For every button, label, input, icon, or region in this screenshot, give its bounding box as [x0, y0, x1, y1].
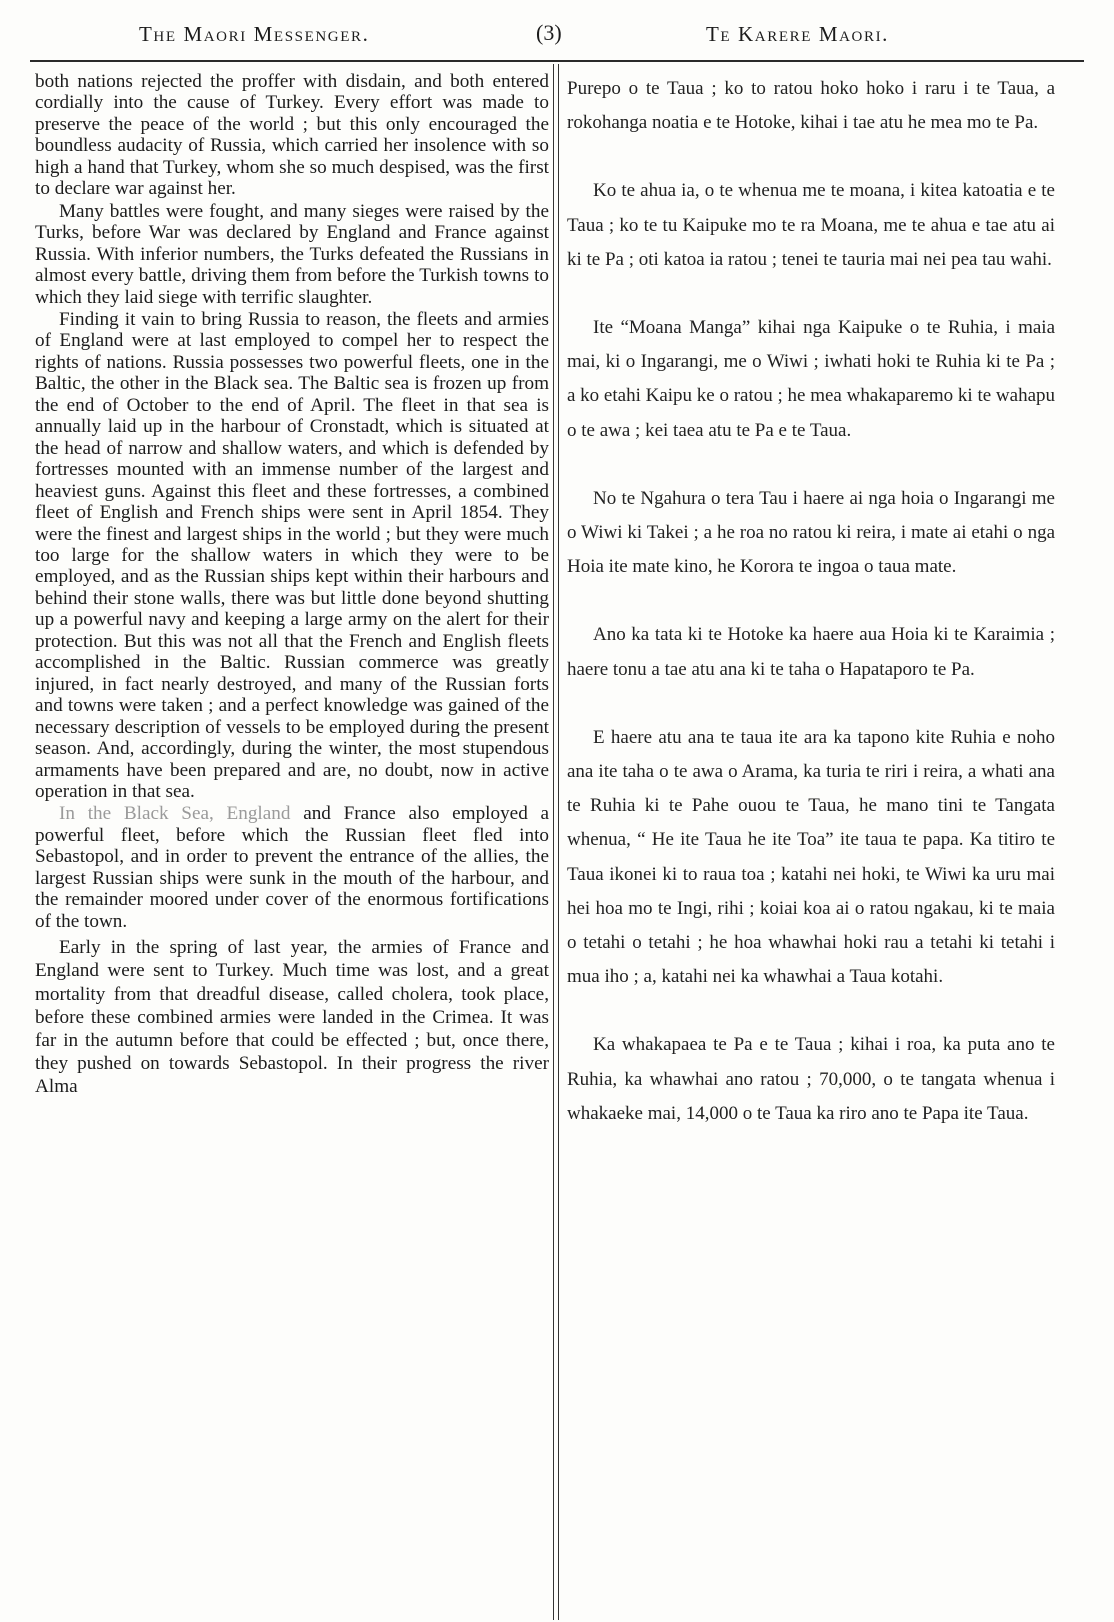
maori-paragraph: Purepo o te Taua ; ko to ratou hoko hoko i raru i te Taua, a rokohanga noatia e te Hotoke, kihai i tae atu he mea mo te Pa. [567, 78, 1055, 134]
english-paragraph-faded [35, 803, 549, 932]
maori-paragraph: E haere atu ana te taua ite ara ka tapono kite Ruhia e noho ana ite taha o te awa o Arama, ka turia te riri i reira, a whati ana te Ruhia ki te Pahe ouou te Taua, he mano tini te Tangata whenua, “ He ite Taua he ite Toa” ite taua te papa. Ka titiro te Taua ikonei ki to raua toa ; katahi nei hoki, te Wiwi ka uru mai hei hoa mo te Ingi, rihi ; koiai koa ai o ratou ngakau, ki te maia o tetahi o tetahi ; he hoa whawhai hoki rau a tetahi ki tetahi i mua iho ; a, katahi nei ka whawhai a Taua kotahi. [567, 726, 1055, 988]
maori-paragraph: Ko te ahua ia, o te whenua me te moana, i kitea katoatia e te Taua ; ko te tu Kaipuke mo te ra Moana, me te ahua e tae atu ai ki te Pa ; oti katoa ia ratou ; tenei te tauria mai nei pea tau wahi. [567, 180, 1055, 270]
english-paragraph: Early in the spring of last year, the armies of France and England were sent to Turkey. Much time was lost, and a great mortality from that dreadful disease, called cholera, took place, before these combined armies were landed in the Crimea. It was far in the autumn before that could be effected ; but, once there, they pushed on towards Sebastopol. In their progress the river Alma [35, 937, 549, 1098]
maori-column [567, 72, 1055, 1617]
page-number: (3) [536, 20, 562, 45]
maori-paragraph: Ite “Moana Manga” kihai nga Kaipuke o te Ruhia, i maia mai, ki o Ingarangi, me o Wiwi ; iwhati hoki te Ruhia ki te Pa ; a ko etahi Kaipu ke o ratou ; he mea whakaparemo ki te wahapu o te awa ; kei taea atu te Pa e te Taua. [567, 317, 1055, 441]
clear-text: and France also employed a powerful fleet, before which the Russian fleet fled into Sebastopol, and in order to prevent the entrance of the allies, the largest Russian ships were sunk in the mouth of the harbour, and the remainder moored under cover of the enormous fortifications of the town. [35, 803, 549, 932]
faded-text: In the Black Sea, England [59, 803, 291, 825]
page-header [0, 0, 1114, 62]
masthead-english: The Maori Messenger. [139, 22, 370, 46]
english-paragraph: Many battles were fought, and many sieges were raised by the Turks, before War was declared by England and France against Russia. With inferior numbers, the Turks defeated the Russians in almost every battle, driving them from before the Turkish towns to which they laid siege with terrific slaughter. [35, 200, 549, 308]
maori-paragraph: No te Ngahura o tera Tau i haere ai nga hoia o Ingarangi me o Wiwi ki Takei ; a he roa no ratou ki reira, i mate ai etahi o nga Hoia ite mate kino, he Korora te ingoa o taua mate. [567, 487, 1055, 578]
column-divider [553, 64, 559, 1620]
maori-paragraph: Ka whakapaea te Pa e te Taua ; kihai i roa, ka puta ano te Ruhia, ka whawhai ano ratou ; 70,000, o te tangata whenua i whakaeke mai, 14,000 o te Taua ka riro ano te Papa ite Taua. [567, 1034, 1055, 1124]
english-paragraph: both nations rejected the proffer with disdain, and both entered cordially into the cause of Turkey. Every effort was made to preserve the peace of the world ; but this only encouraged the boundless audacity of Russia, which carried her insolence with so high a hand that Turkey, whom she so much despised, was the first to declare war against her. [35, 71, 549, 200]
english-paragraph: Finding it vain to bring Russia to reason, the fleets and armies of England were at last employed to compel her to respect the rights of nations. Russia possesses two powerful fleets, one in the Baltic, the other in the Black sea. The Baltic sea is frozen up from the end of October to the end of April. The fleet in that sea is annually laid up in the harbour of Cronstadt, which is situated at the head of narrow and shallow waters, and which is defended by fortresses mounted with an immense number of the largest and heaviest guns. Against this fleet and these fortresses, a combined fleet of English and French ships were sent in April 1854. They were the finest and largest ships in the world ; but they were much too large for the shallow waters in which they were to be employed, and as the Russian ships kept within their harbours and behind their stone walls, there was but little done beyond shutting up a powerful navy and keeping a large army on the alert for their protection. But this was not all that the French and English fleets accomplished in the Baltic. Russian commerce was greatly injured, in fact nearly destroyed, and many of the Russian forts and towns were taken ; and a perfect knowledge was gained of the necessary description of vessels to be employed during the present season. And, accordingly, during the winter, the most stupendous armaments have been prepared and are, no doubt, now in active operation in that sea. [35, 308, 549, 802]
english-column [35, 71, 549, 1616]
masthead-maori: Te Karere Maori. [706, 22, 890, 46]
maori-paragraph: Ano ka tata ki te Hotoke ka haere aua Hoia ki te Karaimia ; haere tonu a tae atu ana ki te taha o Hapataporo te Pa. [567, 624, 1055, 680]
header-rule [30, 60, 1084, 62]
